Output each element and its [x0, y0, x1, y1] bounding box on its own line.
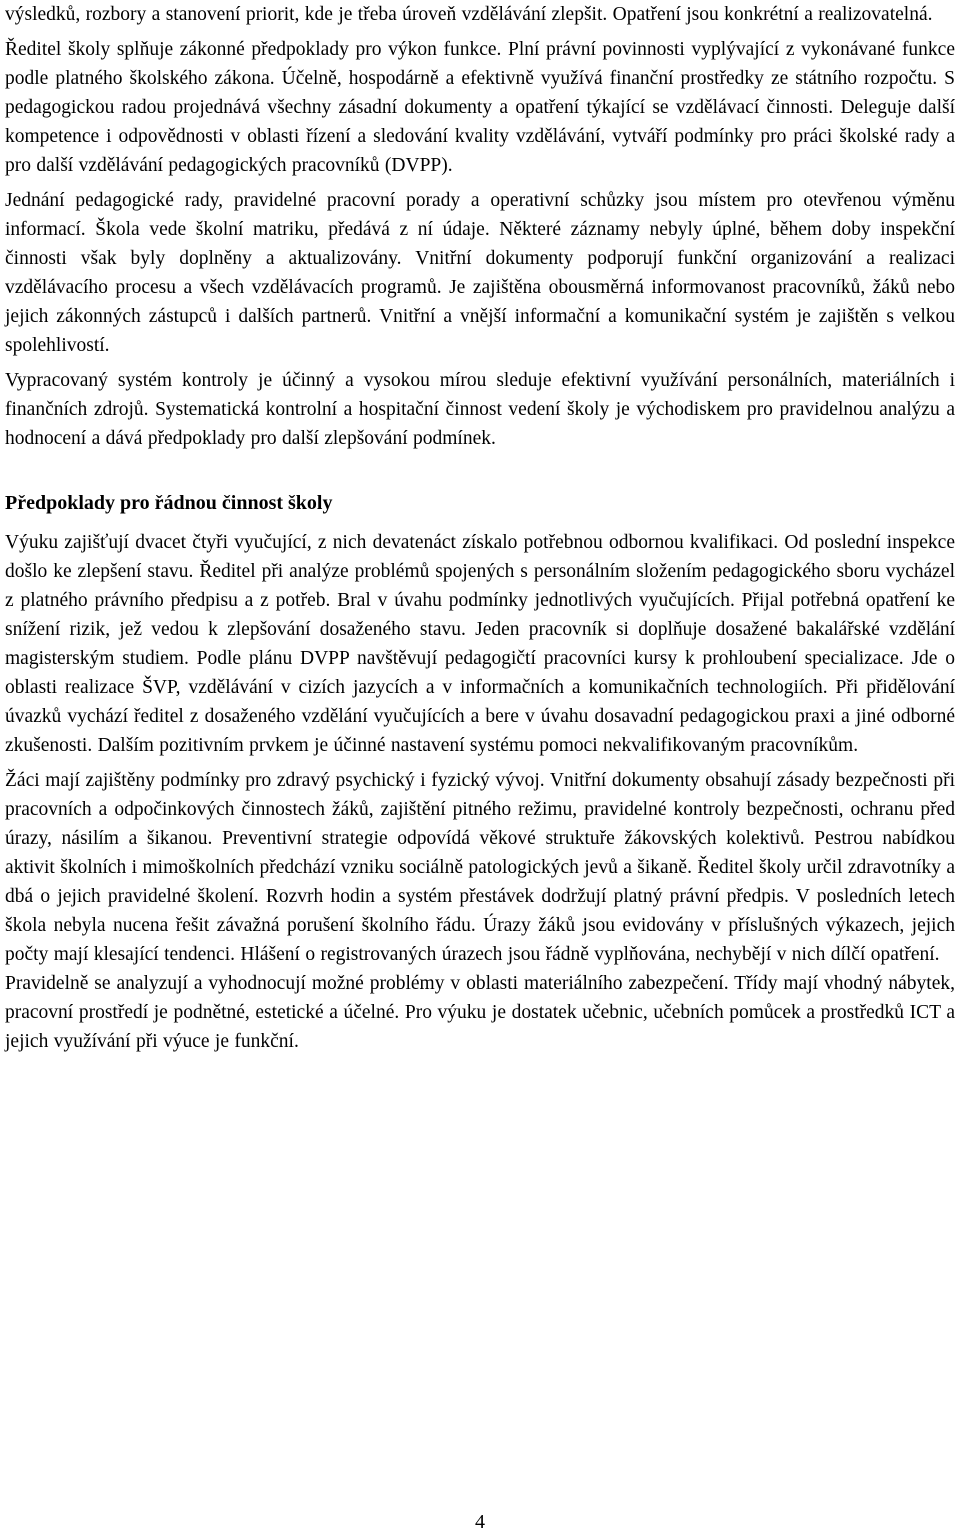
section-heading: Předpoklady pro řádnou činnost školy — [5, 492, 333, 514]
paragraph-control-system: Vypracovaný systém kontroly je účinný a vysokou mírou sleduje efektivní využívání personálních, materiálních i finančních zdrojů. Systematická kontrolní a hospitační činnost vedení školy je východiskem pro pravidelnou analýzu a hodnocení a dává předpoklady pro další zlepšování podmínek. — [5, 370, 955, 449]
paragraph-materials: Pravidelně se analyzují a vyhodnocují možné problémy v oblasti materiálního zabezpečení. Třídy mají vhodný nábytek, pracovní prostředí je podnětné, estetické a účelné. Pro výuku je dostatek učebnic, učebních pomůcek a prostředků ICT a jejich využívání při výuce je funkční. — [5, 973, 955, 1052]
paragraph-safety: Žáci mají zajištěny podmínky pro zdravý psychický i fyzický vývoj. Vnitřní dokumenty obsahují zásady bezpečnosti při pracovních a odpočinkových činnostech žáků, zajištění pitného režimu, pravidelné kontroly bezpečnosti, ochranu před úrazy, násilím a šikanou. Preventivní strategie odpovídá věkové struktuře žákovských kolektivů. Pestrou nabídkou aktivit školních i mimoškolních předchází vzniku sociálně patologických jevů a šikaně. Ředitel školy určil zdravotníky a dbá o jejich pravidelné školení. Rozvrh hodin a systém přestávek dodržují platný právní předpis. V posledních letech škola nebyla nucena řešit závažná porušení školního řádu. Úrazy žáků jsou evidovány v příslušných výkazech, jejich počty mají klesající tendenci. Hlášení o registrovaných úrazech jsou řádně vyplňována, nechybějí v nich dílčí opatření. — [5, 770, 955, 965]
document-page — [5, 0, 955, 1056]
paragraph-staffing: Výuku zajišťují dvacet čtyři vyučující, z nich devatenáct získalo potřebnou odbornou kvalifikaci. Od poslední inspekce došlo ke zlepšení stavu. Ředitel při analýze problémů spojených s personálním složením pedagogického sboru vycházel z platného právního předpisu a z potřeb. Bral v úvahu podmínky jednotlivých vyučujících. Přijal potřebná opatření ke snížení rizik, jež vedou k zlepšování dosaženého stavu. Jeden pracovník si doplňuje dosažené bakalářské vzdělání magisterským studiem. Podle plánu DVPP navštěvují pedagogičtí pracovníci kursy k prohloubení specializace. Jde o oblasti realizace ŠVP, vzdělávání v cizích jazycích a v informačních a komunikačních technologiích. Při přidělování úvazků vychází ředitel z dosaženého vzdělání vyučujících a bere v úvahu dosavadní pedagogickou praxi a jiné odborné zkušenosti. Dalším pozitivním prvkem je účinné nastavení systému pomoci nekvalifikovaným pracovníkům. — [5, 532, 955, 756]
page-number: 4 — [475, 1511, 485, 1533]
paragraph-communication: Jednání pedagogické rady, pravidelné pracovní porady a operativní schůzky jsou místem pro otevřenou výměnu informací. Škola vede školní matriku, předává z ní údaje. Některé záznamy nebyly úplné, během doby inspekční činnosti však byly doplněny a aktualizovány. Vnitřní dokumenty podporují funkční organizování a realizaci vzdělávacího procesu a všech vzdělávacích programů. Je zajištěna obousměrná informovanost pracovníků, žáků nebo jejich zákonných zástupců i dalších partnerů. Vnitřní a vnější informační a komunikační systém je zajištěn s velkou spolehlivostí. — [5, 190, 955, 356]
paragraph-priorities: výsledků, rozbory a stanovení priorit, kde je třeba úroveň vzdělávání zlepšit. Opatření jsou konkrétní a realizovatelná. — [5, 4, 933, 25]
paragraph-director: Ředitel školy splňuje zákonné předpoklady pro výkon funkce. Plní právní povinnosti vyplývající z vykonávané funkce podle platného školského zákona. Účelně, hospodárně a efektivně využívá finanční prostředky ze státního rozpočtu. S pedagogickou radou projednává všechny zásadní dokumenty a opatření týkající se vzdělávací činnosti. Deleguje další kompetence i odpovědnosti v oblasti řízení a sledování kvality vzdělávání, vytváří podmínky pro práci školské rady a pro další vzdělávání pedagogických pracovníků (DVPP). — [5, 39, 955, 176]
